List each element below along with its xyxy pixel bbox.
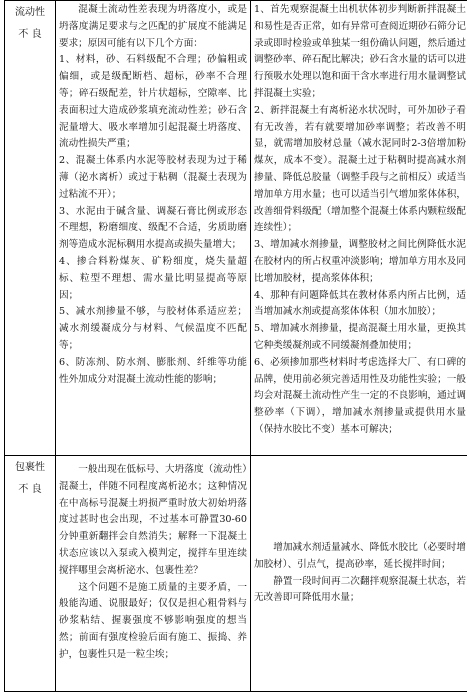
row-label-cell <box>5 456 56 692</box>
solution-item: 6、必须掺加那些材料时考虑选择大厂、有口碑的品牌，使用前必须完善适用性及功能性实验；一般均会对混凝土流动性产生一定的不良影响，通过调整砂率（下调），增加减水剂掺量或提供用水量（保持水胶比不变）基本可解决； <box>254 355 466 439</box>
solution-cell <box>251 456 467 692</box>
cause-item: 一般出现在低标号、大坍落度（流动性）混凝土，伴随不同程度离析泌水；这种情况在中高标号混凝土坍损严重时放大初始坍落度过甚时也会出现，不过基本可静置30-60分钟重新翻拌会自然消失；解释一下混凝土状态应该以入泵或入模判定，搅拌车里连续搅拌哪里会离析泌水、包裹性差？ <box>59 462 247 580</box>
row-label-line1: 流动性 <box>8 2 52 24</box>
row-label-line1: 包裹性 <box>8 457 52 479</box>
row-label-line2: 不 良 <box>8 24 52 46</box>
table-row <box>5 456 467 692</box>
cause-item: 2、混凝土体系内水泥等胶材表现为过于稀薄（泌水离析）或过于粘稠（混凝土表现为过粘流不开）； <box>59 153 247 203</box>
cause-item: 3、水泥由于碱含量、调凝石膏比例或形态不理想，粉磨细度、级配不合适，劣质助磨剂等造成水泥标稠用水提高或损失量增大； <box>59 204 247 254</box>
cause-cell <box>56 456 251 692</box>
solution-item: 3、增加减水剂掺量，调整胶材之间比例降低水泥在胶材内的所占权重冲淡影响；增加单方用水及同比增加胶材，提高浆体体积； <box>254 237 466 287</box>
solution-item: 4、那种有问题降低其在教材体系内所占比例，适当增加减水剂或提高浆体体积（加水加胶）； <box>254 288 466 322</box>
solution-item: 2、新拌混凝土有离析泌水状况时，可外加砂子看有无改善，若有就要增加砂率调整；若改善不明显，就需增加胶材总量（减水泥同时2-3倍增加粉煤灰，成本不变）。混凝土过于粘稠时提高减水剂掺量、降低总胶量（调整手段与之前相反）或适当增加单方用水量；也可以适当引气增加浆体体积，改善细骨料级配（增加整个混凝土体系内颗粒级配连续性）； <box>254 103 466 237</box>
row-label-cell <box>5 1 56 456</box>
cause-cell <box>56 1 251 456</box>
solution-item: 增加减水剂适量减水、降低水胶比（必要时增加胶材）、引点气，提高砂率，延长搅拌时间； <box>254 540 466 574</box>
cause-item: 4、掺合料粉煤灰、矿粉细度，烧失量超标、粒型不理想、需水量比明显提高等原因； <box>59 254 247 304</box>
solution-item: 5、增加减水剂掺量，提高混凝土用水量，更换其它种类缓凝剂或不同缓凝剂叠加使用； <box>254 321 466 355</box>
cause-item: 1、材料，砂、石料级配不合理；砂偏粗或偏细，或是级配断档、超标，砂率不合理等；碎石级配差，针片状超标，空隙率、比表面积过大造成砂浆填充流动性差；砂石含泥量增大、吸水率增加引起混凝土坍落度、流动性损失严重； <box>59 52 247 153</box>
solution-item: 静置一段时间再二次翻拌观察混凝土状态，若无改善即可降低用水量； <box>254 574 466 608</box>
table-row <box>5 1 467 456</box>
row-label-line2: 不 良 <box>8 479 52 501</box>
cause-item: 这个问题不是施工质量的主要矛盾，一般能沟通、说服最好；仅仅是担心粗骨料与砂浆粘结、握裹强度不够影响强度的想当然；前面有强度检验后面有施工、振捣、养护，包裹性只是一粒尘埃； <box>59 580 247 664</box>
quality-problem-table <box>4 0 467 692</box>
solution-item: 1、首先观察混凝土出机状体初步判断新拌混凝土和易性是否正常，如有异常可查阅近期砂石筛分记录或即时检验或单独某一组份确认问题，然后通过调整砂率、碎石配比解决；砂石含水量的话可以进行预吸水处理以饱和面干含水率进行用水量调整试拌混凝土实验； <box>254 2 466 103</box>
cause-item: 6、防冻剂、防水剂、膨胀剂、纤维等功能性外加成分对混凝土流动性能的影响； <box>59 355 247 389</box>
cause-intro: 混凝土流动性差表现为坍落度小，或是坍落度满足要求与之匹配的扩展度不能满足要求；原因可能有以下几个方面： <box>59 2 247 52</box>
solution-cell <box>251 1 467 456</box>
cause-item: 5、减水剂掺量不够，与胶材体系适应差；减水剂缓凝成分与材料、气候温度不匹配等； <box>59 304 247 354</box>
